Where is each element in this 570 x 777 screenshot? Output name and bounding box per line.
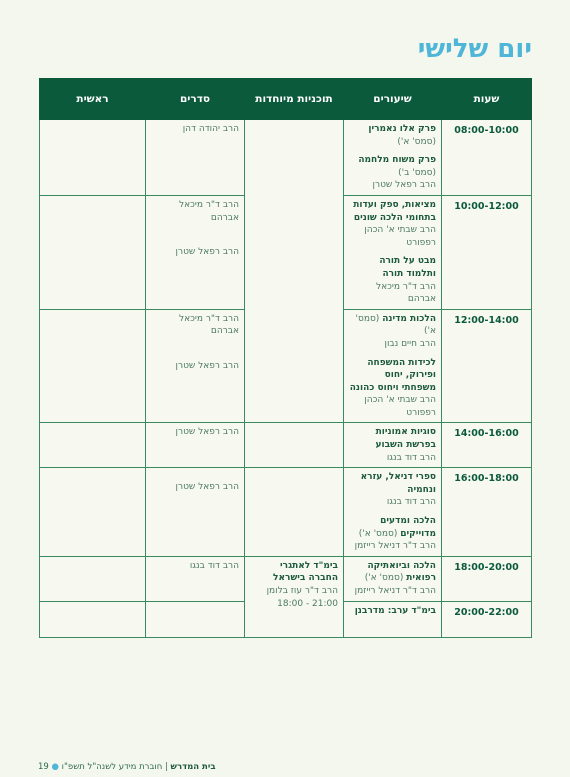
program-teacher: הרב ד"ר עוז בלומן: [266, 586, 338, 596]
program-cell: [245, 120, 344, 423]
header-lessons: שיעורים: [344, 79, 442, 120]
lesson-cell: [344, 120, 442, 196]
lesson-cell: [344, 195, 442, 309]
sedarim-teacher: הרב רפאל שטרן: [175, 482, 239, 493]
sedarim-teacher: הרב ד"ר מיכאל אברהם: [178, 313, 239, 337]
lesson: [349, 123, 436, 148]
program-cell: [245, 468, 344, 557]
lesson-note: (סמס' א'): [364, 573, 404, 584]
sedarim-teacher: הרב רפאל שטרן: [175, 427, 239, 438]
sedarim-teacher: הרב ד"ר מיכאל אברהם: [178, 199, 239, 223]
lesson-teacher: הרב רפאל שטרן: [372, 180, 436, 191]
lesson-teacher: הרב שבתי א' הכהן רפפורט: [364, 225, 436, 248]
lesson-teacher: הרב שבתי א' הכהן רפפורט: [364, 395, 436, 418]
lesson-note: (סמס' א'): [397, 136, 436, 147]
lesson-note: (סמס' ב'): [398, 167, 436, 178]
lesson-name: לכידות המשפחה ופירוק, יחוס משפחתי ויחוס כהונה: [349, 357, 436, 393]
lesson-name: הלכה ומדעים מדוייקים: [380, 516, 436, 539]
header-row: [40, 79, 532, 120]
time-cell: 10:00-12:00: [442, 195, 532, 309]
lesson: [349, 199, 436, 249]
sedarim-cell: [146, 468, 245, 557]
page-footer: [38, 762, 216, 772]
lesson-note: (סמס' א'): [355, 313, 436, 337]
rashit-cell: [40, 195, 146, 309]
dot-icon: ●: [51, 762, 59, 772]
sedarim-teacher: הרב רפאל שטרן: [175, 247, 239, 258]
sedarim-cell: [146, 556, 245, 601]
time-cell: 20:00-22:00: [442, 601, 532, 637]
lesson-note: (סמס' א'): [358, 528, 398, 539]
lesson-cell: [344, 309, 442, 423]
lesson-name: ספרי דניאל, עזרא ונחמיה: [360, 472, 436, 495]
program-cell: [245, 423, 344, 468]
lesson-teacher: הרב ד"ר מיכאל אברהם: [375, 281, 436, 305]
lesson-cell: [344, 601, 442, 637]
lesson-teacher: הרב ד"ר דניאל רייזמן: [354, 586, 436, 596]
lesson-name: מבט על תורה ותלמוד תורה: [379, 256, 436, 279]
lesson: [349, 471, 436, 509]
lesson: [349, 515, 436, 553]
footer-brand: בית המדרש: [170, 762, 216, 772]
header-programs: תוכניות מיוחדות: [245, 79, 344, 120]
sedarim-teacher: הרב דוד בנגו: [189, 560, 239, 571]
lesson-name: הלכה וביואתיקה רפואית: [367, 560, 436, 584]
page-title: יום שלישי: [417, 34, 532, 64]
footer-text: | חוברת מידע לשנה"ל תשפ"ו: [61, 762, 168, 772]
lesson-name: פרק משוח מלחמה: [358, 155, 436, 166]
lesson-name: הלכות מדינה: [382, 313, 436, 324]
table-row: [40, 120, 532, 196]
sedarim-cell: [146, 601, 245, 637]
rashit-cell: [40, 556, 146, 601]
header-sedarim: סדרים: [146, 79, 245, 120]
lesson-teacher: הרב ד"ר דניאל רייזמן: [354, 541, 436, 552]
lesson: [349, 154, 436, 192]
sedarim-cell: [146, 309, 245, 423]
lesson-name: מציאות, ספק ועדות בתחומי הלכה שונים: [353, 199, 436, 223]
lesson: [349, 357, 436, 420]
time-cell: 18:00-20:00: [442, 556, 532, 601]
time-cell: 12:00-14:00: [442, 309, 532, 423]
page-number: 19: [38, 762, 49, 772]
sedarim-teacher: הרב רפאל שטרן: [175, 360, 239, 371]
rashit-cell: [40, 309, 146, 423]
sedarim-cell: [146, 195, 245, 309]
lesson-name: סוגיות אמוניות בפרשת השבוע: [375, 427, 436, 451]
lesson: [349, 313, 436, 351]
rashit-cell: [40, 423, 146, 468]
sedarim-cell: [146, 120, 245, 196]
lesson-teacher: הרב חיים נבון: [384, 338, 436, 349]
lesson-cell: [344, 556, 442, 601]
schedule-table: [39, 78, 532, 638]
lesson-cell: [344, 468, 442, 557]
rashit-cell: [40, 468, 146, 557]
program-time: 18:00 - 21:00: [277, 598, 338, 609]
time-cell: 14:00-16:00: [442, 423, 532, 468]
table-row: [40, 556, 532, 601]
table-row: [40, 423, 532, 468]
rashit-cell: [40, 120, 146, 196]
lesson: [349, 255, 436, 305]
time-cell: 16:00-18:00: [442, 468, 532, 557]
sedarim-cell: [146, 423, 245, 468]
lesson-teacher: הרב דוד בנגו: [386, 497, 436, 508]
program-cell: [245, 556, 344, 637]
sedarim-teacher: הרב יהודה דהן: [182, 124, 239, 134]
table-row: [40, 468, 532, 557]
lesson-cell: [344, 423, 442, 468]
program-name: בימ"ד לאתגרי החברה בישראל: [273, 560, 338, 584]
header-rashit: ראשית: [40, 79, 146, 120]
lesson-name: פרק אלו נאמרין: [368, 124, 436, 134]
lesson-teacher: הרב דוד בנגו: [386, 452, 436, 463]
time-cell: 08:00-10:00: [442, 120, 532, 196]
rashit-cell: [40, 601, 146, 637]
lesson-name: בימ"ד ערב: מדרבנן: [354, 605, 436, 616]
header-hours: שעות: [442, 79, 532, 120]
